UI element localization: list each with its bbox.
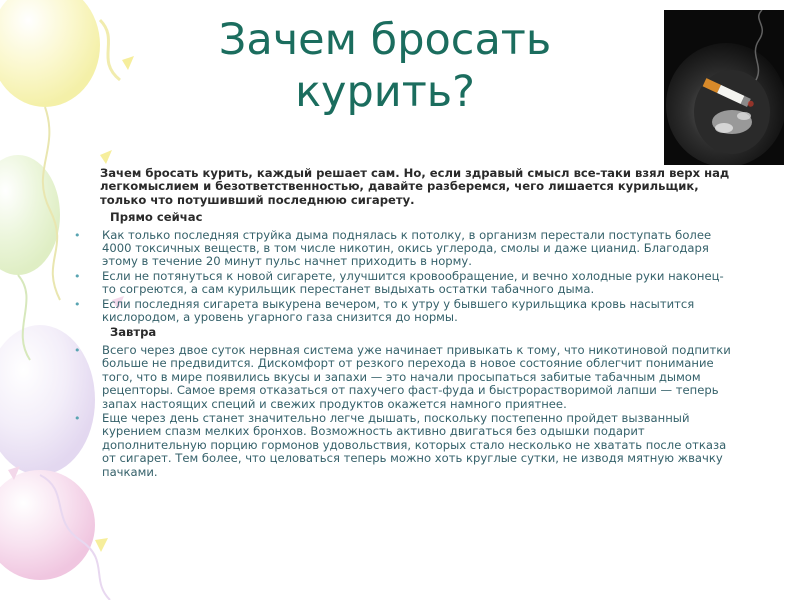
cigarette-ashtray-photo bbox=[664, 10, 784, 165]
list-item bbox=[74, 412, 734, 479]
balloon-yellow-top bbox=[0, 0, 100, 107]
slide-title-line-1: Зачем бросать bbox=[218, 15, 552, 65]
bullet-icon: • bbox=[74, 297, 81, 311]
section-list-now bbox=[74, 229, 734, 325]
bullet-icon: • bbox=[74, 411, 81, 425]
intro-text: Зачем бросать курить, каждый решает сам. Но, если здравый смысл все-таки взял верх над легкомыслием и безответственностью, давайте разберемся, чего лишается курильщик, только что потушивший последнюю сигарету. bbox=[100, 166, 730, 207]
balloon-pink-bottom bbox=[0, 470, 95, 580]
slide-title bbox=[150, 14, 620, 118]
list-item bbox=[74, 229, 734, 269]
list-item-text: Всего через двое суток нервная система уже начинает привыкать к тому, что никотиновой подпитки больше не предвидится. Дискомфорт от резкого перехода в новое состояние облегчит понимание того, что в мире появились вкусы и запахи — это начали просыпаться забитые табачным дымом рецепторы. Самое время отказаться от пахучего фаст-фуда и быстрорастворимой лапши — теперь запах настоящих специй и свежих продуктов окажется намного приятнее. bbox=[102, 342, 731, 411]
bullet-icon: • bbox=[74, 228, 81, 242]
balloon-green-left bbox=[0, 155, 60, 275]
list-item bbox=[74, 270, 734, 297]
list-item bbox=[74, 344, 734, 411]
list-item bbox=[74, 298, 734, 325]
slide-body bbox=[74, 167, 734, 481]
section-heading-tomorrow: Завтра bbox=[110, 325, 157, 340]
bullet-icon: • bbox=[74, 269, 81, 283]
bullet-icon: • bbox=[74, 343, 81, 357]
list-item-text: Если не потянуться к новой сигарете, улучшится кровообращение, и вечно холодные руки наконец-то согреются, а сам курильщик перестанет выдыхать остатки табачного дыма. bbox=[102, 268, 724, 297]
list-item-text: Как только последняя струйка дыма поднялась к потолку, в организм перестали поступать более 4000 токсичных веществ, в том числе никотин, окись углерода, смолы и даже цианид. Благодаря этому в течение 20 минут пульс начнет приходить в норму. bbox=[102, 227, 712, 269]
list-item-text: Еще через день станет значительно легче дышать, поскольку постепенно пройдет вызванный курением спазм мелких бронхов. Возможность активно двигаться без одышки подарит дополнительную порцию гормонов удовольствия, которых стало несколько не хватать после отказа от сигарет. Тем более, что целоваться теперь можно хоть круглые сутки, не изводя мятную жвачку пачками. bbox=[102, 410, 727, 479]
section-list-tomorrow bbox=[74, 344, 734, 479]
list-item-text: Если последняя сигарета выкурена вечером, то к утру у бывшего курильщика кровь насытится кислородом, а уровень угарного газа снизится до нормы. bbox=[102, 296, 695, 325]
slide-title-line-2: курить? bbox=[295, 67, 475, 117]
intro-paragraph bbox=[74, 167, 734, 207]
section-heading-now: Прямо сейчас bbox=[110, 210, 203, 225]
